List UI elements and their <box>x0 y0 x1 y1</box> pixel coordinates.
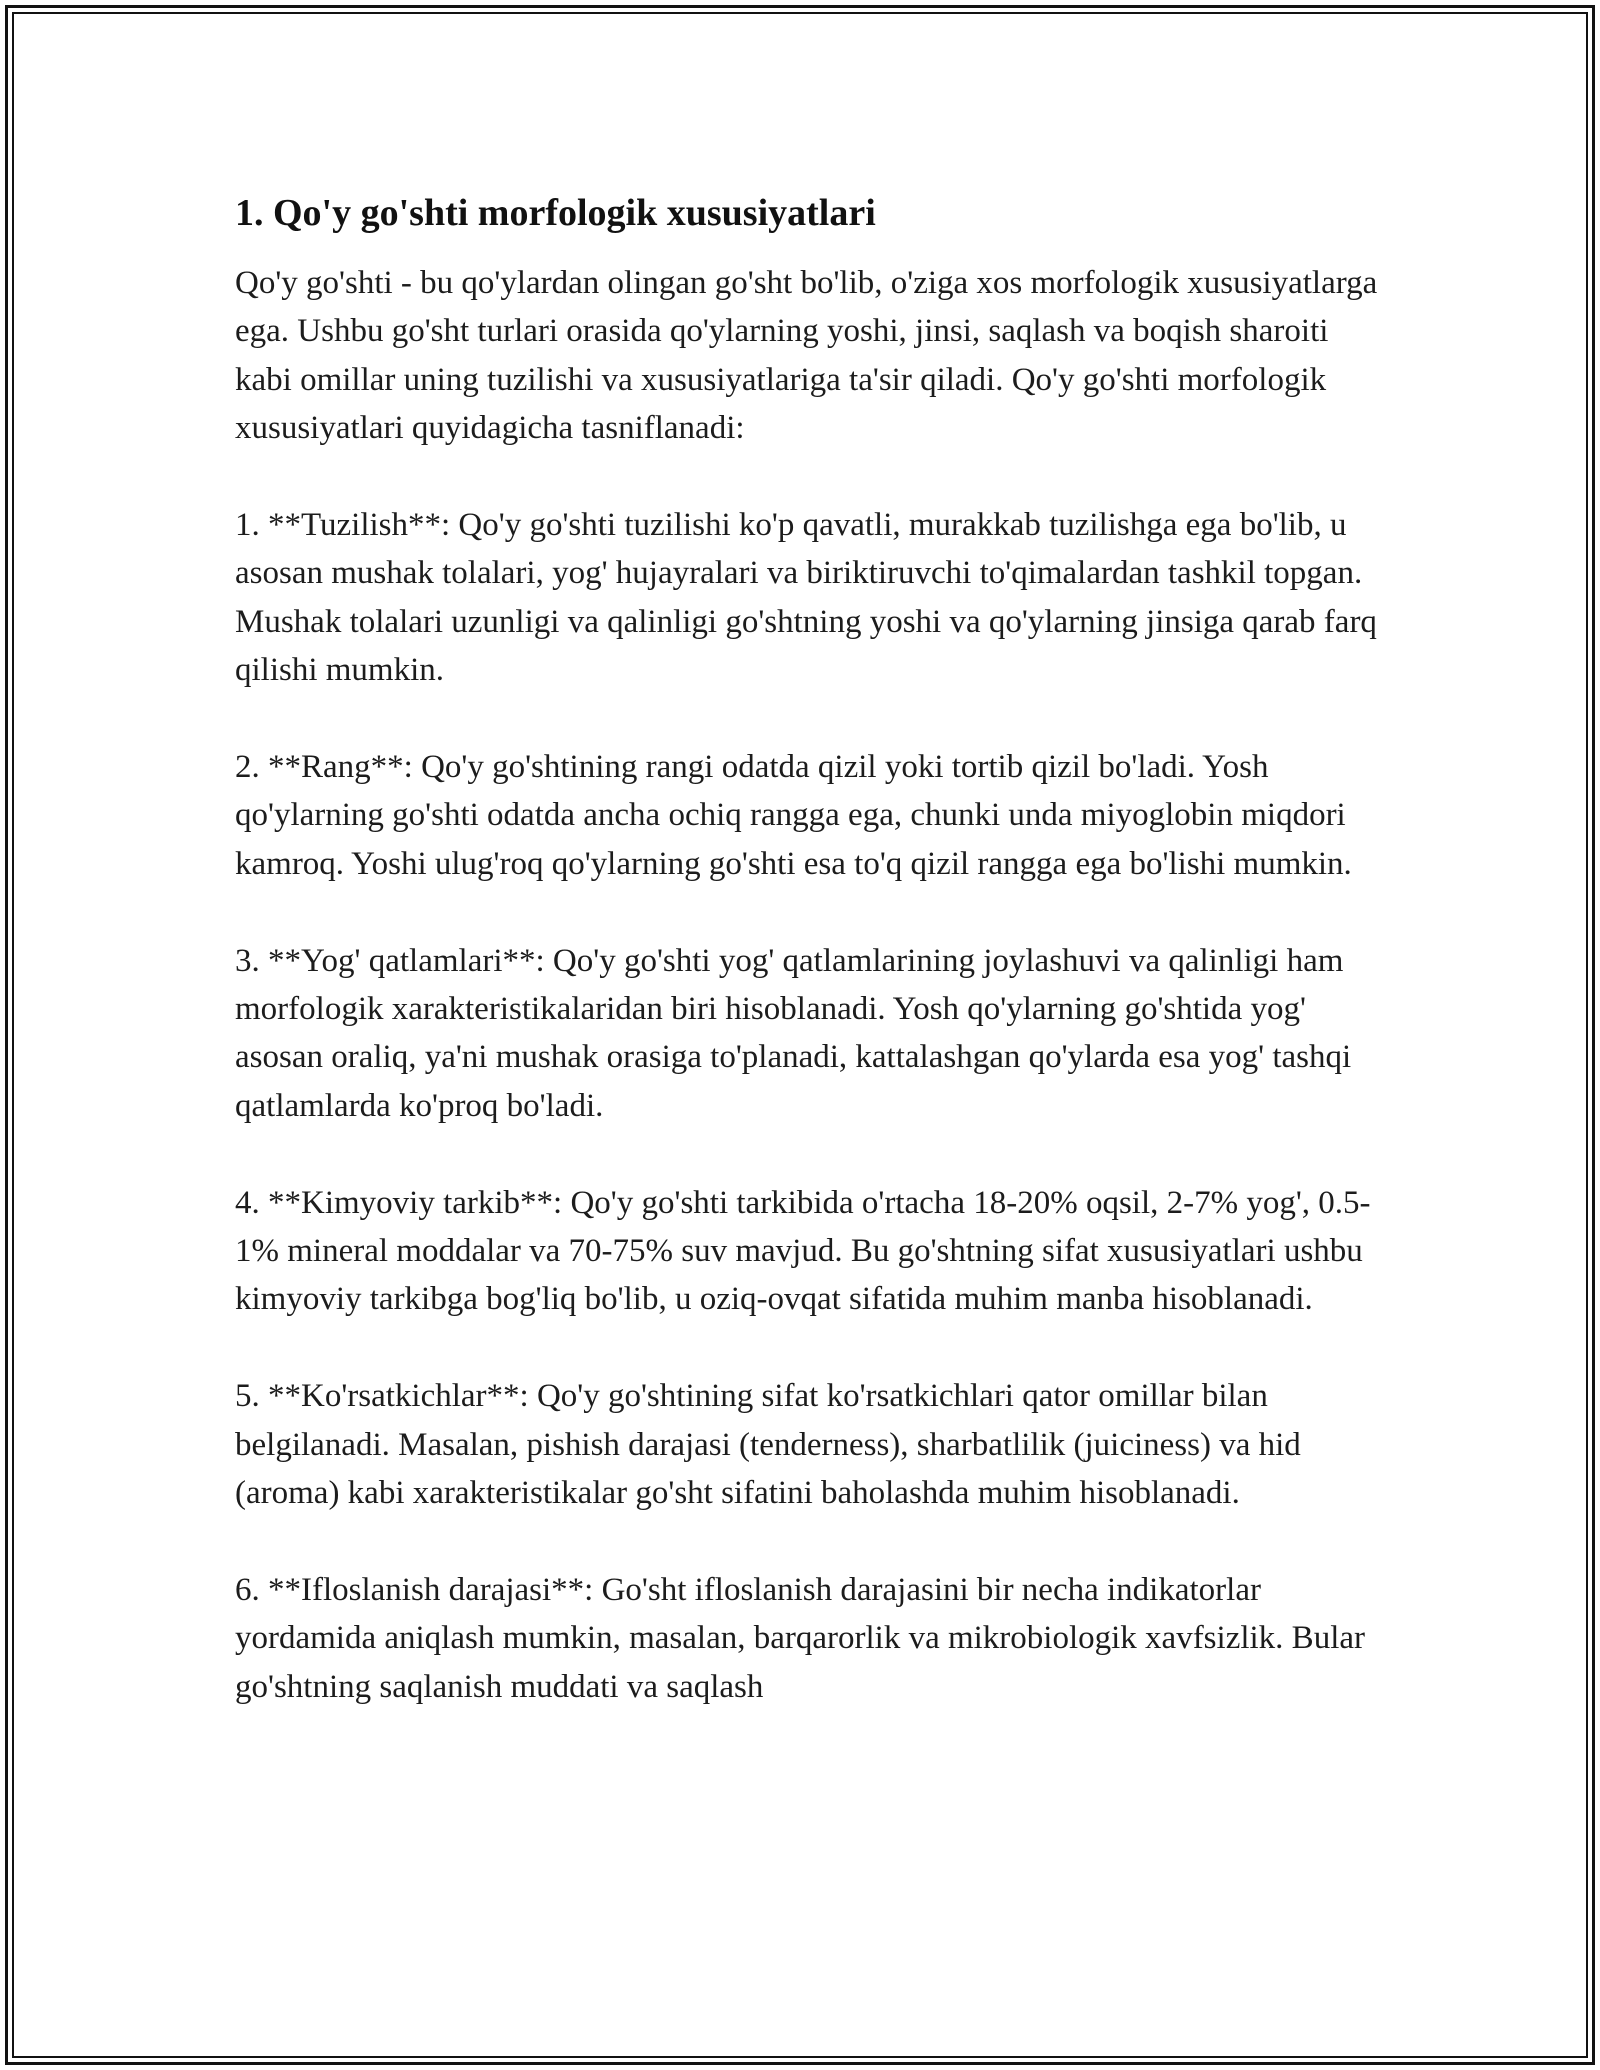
list-item-kimyoviy-tarkib: 4. **Kimyoviy tarkib**: Qo'y go'shti tarkibida o'rtacha 18-20% oqsil, 2-7% yog', 0.5-1% mineral moddalar va 70-75% suv mavjud. Bu go'shtning sifat xususiyatlari ushbu kimyoviy tarkibga bog'liq bo'lib, u oziq-ovqat sifatida muhim manba hisoblanadi. <box>235 1184 1371 1318</box>
list-item-rang: 2. **Rang**: Qo'y go'shtining rangi odatda qizil yoki tortib qizil bo'ladi. Yosh qo'ylarning go'shti odatda ancha ochiq rangga ega, chunki unda miyoglobin miqdori kamroq. Yoshi ulug'roq qo'ylarning go'shti esa to'q qizil rangga ega bo'lishi mumkin. <box>235 749 1352 882</box>
intro-paragraph: Qo'y go'shti - bu qo'ylardan olingan go'sht bo'lib, o'ziga xos morfologik xususiyatlarga ega. Ushbu go'sht turlari orasida qo'ylarning yoshi, jinsi, saqlash va boqish sharoiti kabi omillar uning tuzilishi va xususiyatlariga ta'sir qiladi. Qo'y go'shti morfologik xususiyatlari quyidagicha tasniflanadi: <box>235 265 1378 447</box>
document-body <box>235 188 1385 1711</box>
document-title: 1. Qo'y go'shti morfologik xususiyatlari <box>235 192 876 234</box>
list-item-ifloslanish-darajasi: 6. **Ifloslanish darajasi**: Go'sht ifloslanish darajasini bir necha indikatorlar yordamida aniqlash mumkin, masalan, barqarorlik va mikrobiologik xavfsizlik. Bular go'shtning saqlanish muddati va saqlash <box>235 1571 1365 1705</box>
list-item-korsatkichlar: 5. **Ko'rsatkichlar**: Qo'y go'shtining sifat ko'rsatkichlari qator omillar bilan belgilanadi. Masalan, pishish darajasi (tenderness), sharbatlilik (juiciness) va hid (aroma) kabi xarakteristikalar go'sht sifatini baholashda muhim hisoblanadi. <box>235 1378 1301 1512</box>
list-item-yog-qatlamlari: 3. **Yog' qatlamlari**: Qo'y go'shti yog' qatlamlarining joylashuvi va qalinligi ham morfologik xarakteristikalaridan biri hisoblanadi. Yosh qo'ylarning go'shtida yog' asosan oraliq, ya'ni mushak orasiga to'planadi, kattalashgan qo'ylarda esa yog' tashqi qatlamlarda ko'proq bo'ladi. <box>235 942 1352 1124</box>
list-item-tuzilish: 1. **Tuzilish**: Qo'y go'shti tuzilishi ko'p qavatli, murakkab tuzilishga ega bo'lib, u asosan mushak tolalari, yog' hujayralari va biriktiruvchi to'qimalardan tashkil topgan. Mushak tolalari uzunligi va qalinligi go'shtning yoshi va qo'ylarning jinsiga qarab farq qilishi mumkin. <box>235 507 1377 689</box>
